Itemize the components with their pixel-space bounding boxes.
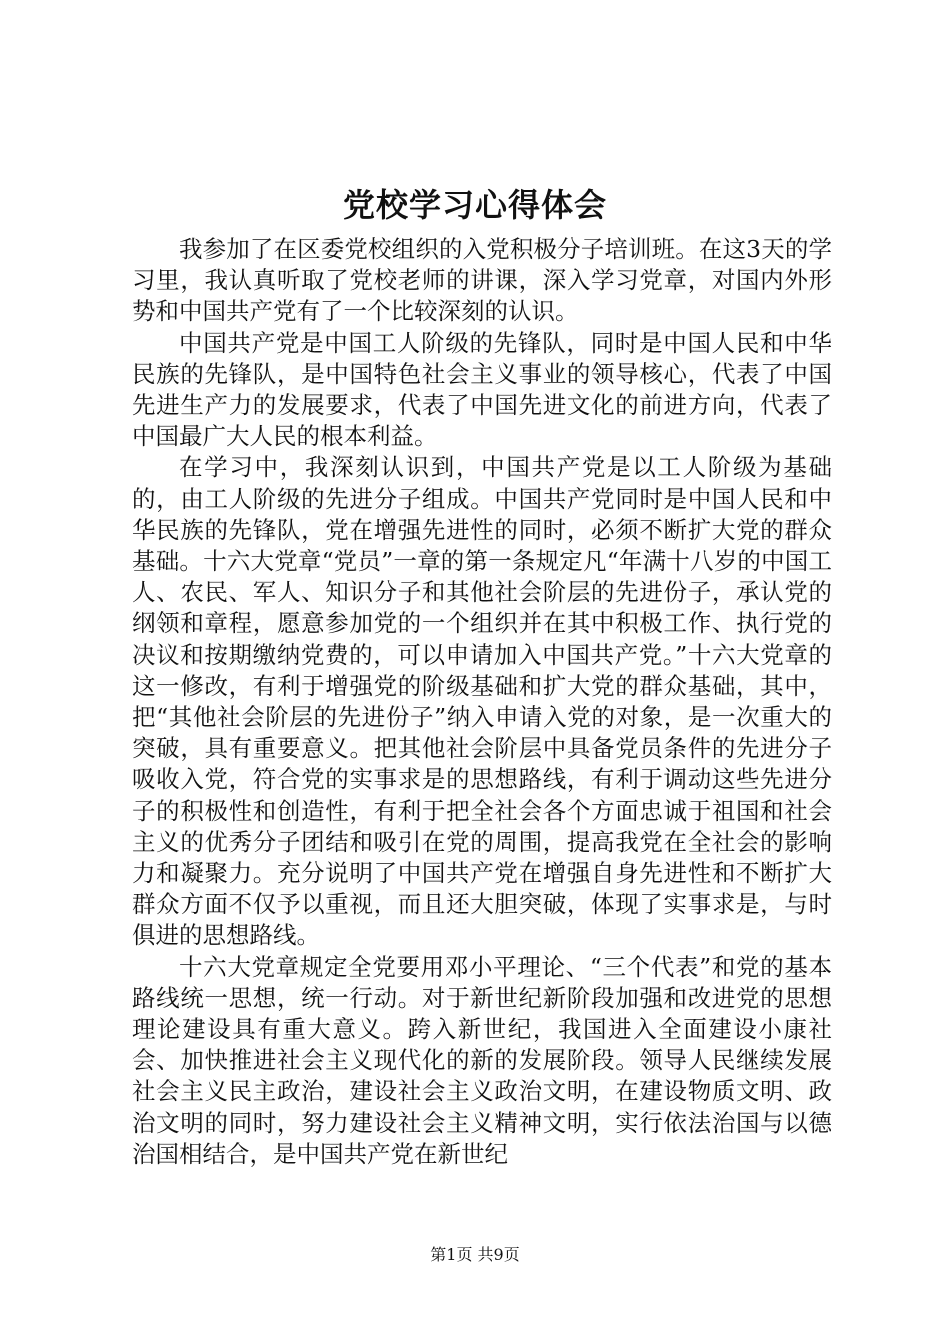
body-text bbox=[132, 234, 832, 1170]
page-title: 党校学习心得体会 bbox=[342, 186, 607, 224]
paragraph-4: 十六大党章规定全党要用邓小平理论、“三个代表”和党的基本路线统一思想，统一行动。对于新世纪新阶段加强和改进党的思想理论建设具有重大意义。跨入新世纪，我国进入全面建设小康社会、加快推进社会主义现代化的新的发展阶段。领导人民继续发展社会主义民主政治，建设社会主义政治文明，在建设物质文明、政治文明的同时，努力建设社会主义精神文明，实行依法治国与以德治国相结合，是中国共产党在新世纪 bbox=[132, 952, 832, 1168]
paragraph-1: 我参加了在区委党校组织的入党积极分子培训班。在这3天的学习里，我认真听取了党校老师的讲课，深入学习党章，对国内外形势和中国共产党有了一个比较深刻的认识。 bbox=[132, 235, 832, 326]
paragraph-2: 中国共产党是中国工人阶级的先锋队，同时是中国人民和中华民族的先锋队，是中国特色社会主义事业的领导核心，代表了中国先进生产力的发展要求，代表了中国先进文化的前进方向，代表了中国最广大人民的根本利益。 bbox=[132, 328, 832, 451]
paragraph-3: 在学习中，我深刻认识到，中国共产党是以工人阶级为基础的，由工人阶级的先进分子组成。中国共产党同时是中国人民和中华民族的先锋队，党在增强先进性的同时，必须不断扩大党的群众基础。十六大党章“党员”一章的第一条规定凡“年满十八岁的中国工人、农民、军人、知识分子和其他社会阶层的先进份子，承认党的纲领和章程，愿意参加党的一个组织并在其中积极工作、执行党的决议和按期缴纳党费的，可以申请加入中国共产党。”十六大党章的这一修改，有利于增强党的阶级基础和扩大党的群众基础，其中，把“其他社会阶层的先进份子”纳入申请入党的对象，是一次重大的突破，具有重要意义。把其他社会阶层中具备党员条件的先进分子吸收入党，符合党的实事求是的思想路线，有利于调动这些先进分子的积极性和创造性，有利于把全社会各个方面忠诚于祖国和社会主义的优秀分子团结和吸引在党的周围，提高我党在全社会的影响力和凝聚力。充分说明了中国共产党在增强自身先进性和不断扩大群众方面不仅予以重视，而且还大胆突破，体现了实事求是，与时俱进的思想路线。 bbox=[132, 453, 832, 950]
page-number-footer: 第1页 共9页 bbox=[430, 1245, 520, 1264]
